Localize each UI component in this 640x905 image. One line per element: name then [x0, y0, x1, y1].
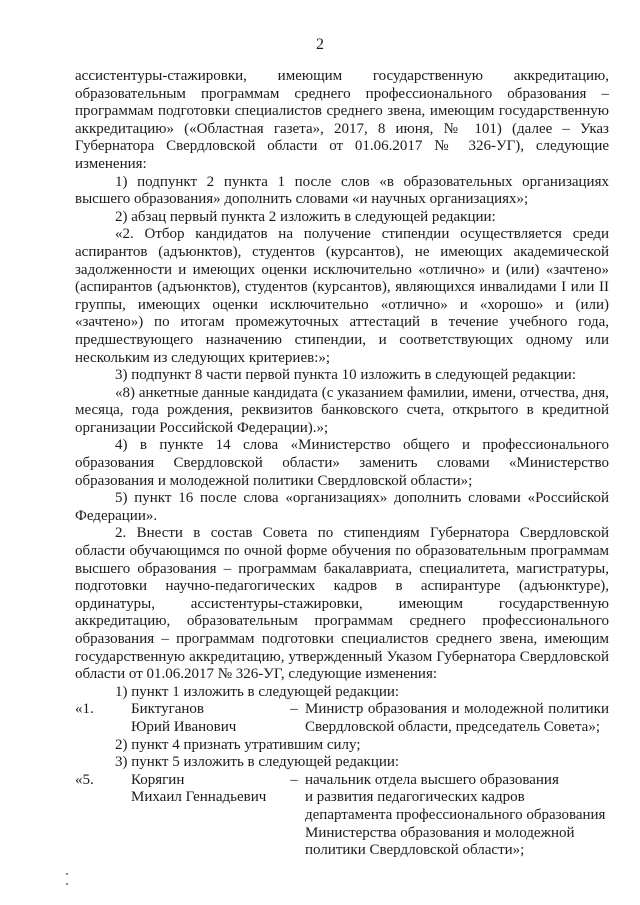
- section-2-item-2: 2) пункт 4 признать утратившим силу;: [115, 736, 361, 753]
- member-number: «1.: [75, 701, 94, 718]
- amendment-item-4: 4) в пункте 14 слова «Министерство общего и профессионального образования Свердловской области» заменить словами «Министерство образования и молодежной политики Свердловской области»;: [75, 437, 609, 489]
- member-number: «5.: [75, 771, 94, 788]
- quoted-text-item-2: «2. Отбор кандидатов на получение стипендии осуществляется среди аспирантов (адъюнктов), студентов (курсантов), не имеющих академической задолженности и имеющих оценки исключительно «отлично» и (или) «зачтено» (аспирантов (адъюнктов), студентов (курсантов), являющихся инвалидами I или II группы, имеющих оценки исключительно «отлично» и «хорошо» и (или) «зачтено») по итогам промежуточных аттестаций в течение учебного года, предшествующего назначению стипендии, и соответствующих одному или нескольким из следующих критериев:»;: [75, 226, 609, 366]
- member-name: [131, 701, 283, 736]
- member-dash: –: [290, 701, 298, 718]
- member-position: Министр образования и молодежной политики Свердловской области, председатель Совета»;: [305, 701, 609, 735]
- member-dash: –: [290, 771, 298, 788]
- member-position-line: департамента профессионального образования: [305, 806, 606, 823]
- member-position-line: политики Свердловской области»;: [305, 842, 525, 859]
- member-surname: Биктуганов: [131, 701, 205, 718]
- paragraph-intro: ассистентуры-стажировки, имеющим государственную аккредитацию, образовательным программам среднего профессионального образования – программам подготовки специалистов среднего звена, имеющим государственную аккредитацию» («Областная газета», 2017, 8 июня, № 101) (далее – Указ Губернатора Свердловской области от 01.06.2017 № 326-УГ), следующие изменения:: [75, 68, 609, 172]
- section-2: 2. Внести в состав Совета по стипендиям Губернатора Свердловской области обучающимся по очной форме обучения по образовательным программам высшего образования – программам бакалавриата, специалитета, магистратуры, подготовки научно-педагогических кадров в аспирантуре (адъюнктуре), ординатуры, ассистентуры-стажировки, имеющим государственную аккредитацию, образовательным программам среднего профессионального образования – программам подготовки специалистов среднего звена, имеющим государственную аккредитацию, утвержденный Указом Губернатора Свердловской области от 01.06.2017 № 326-УГ, следующие изменения:: [75, 525, 609, 683]
- member-position-line: начальник отдела высшего образования: [305, 771, 559, 788]
- amendment-item-2: 2) абзац первый пункта 2 изложить в следующей редакции:: [115, 208, 496, 225]
- amendment-item-5: 5) пункт 16 после слова «организациях» дополнить словами «Российской Федерации».: [75, 490, 609, 524]
- member-position: [305, 772, 609, 860]
- council-member-1: [75, 701, 609, 736]
- page-number: 2: [316, 36, 324, 53]
- member-given-name: Михаил Геннадьевич: [131, 789, 267, 806]
- member-given-name: Юрий Иванович: [131, 718, 237, 735]
- scan-speck: [66, 873, 68, 875]
- amendment-item-3: 3) подпункт 8 части первой пункта 10 изложить в следующей редакции:: [115, 367, 576, 384]
- council-member-5: [75, 772, 609, 860]
- member-surname: Корягин: [131, 771, 185, 788]
- section-2-item-3: 3) пункт 5 изложить в следующей редакции:: [115, 754, 400, 771]
- member-position-line: и развития педагогических кадров: [305, 789, 525, 806]
- member-position-line: Министерства образования и молодежной: [305, 824, 575, 841]
- scan-speck: [66, 883, 68, 885]
- member-name: [131, 772, 283, 860]
- quoted-text-item-3: «8) анкетные данные кандидата (с указанием фамилии, имени, отчества, дня, месяца, года рождения, реквизитов банковского счета, открытого в кредитной организации Российской Федерации).»;: [75, 384, 609, 436]
- section-2-item-1: 1) пункт 1 изложить в следующей редакции:: [115, 683, 400, 700]
- amendment-item-1: 1) подпункт 2 пункта 1 после слов «в образовательных организациях высшего образования» дополнить словами «и научных организациях»;: [75, 173, 609, 208]
- document-body: [75, 68, 609, 860]
